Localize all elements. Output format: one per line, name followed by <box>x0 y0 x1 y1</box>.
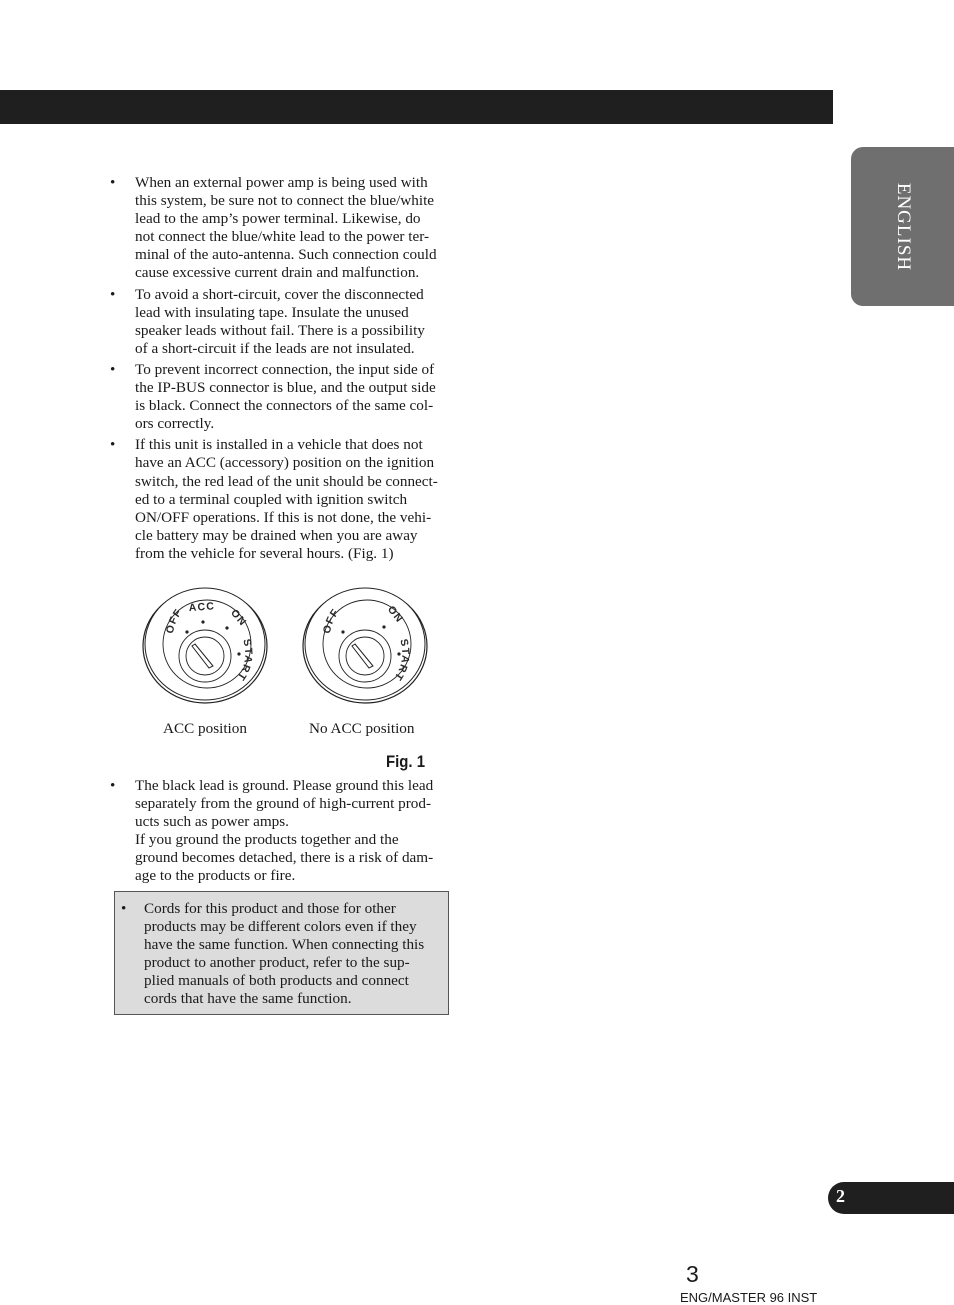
ring-label-start: START <box>234 637 255 684</box>
text-line: ON/OFF operations. If this is not done, the vehi- <box>135 508 432 526</box>
section-page-number: 2 <box>836 1186 845 1206</box>
section-page-tab <box>828 1182 954 1214</box>
text-line: is black. Connect the connectors of the same col- <box>135 397 434 415</box>
text-line: from the vehicle for several hours. (Fig. 1) <box>135 544 394 562</box>
text-line: not connect the blue/white lead to the power ter- <box>135 228 430 246</box>
bullet-item <box>110 436 460 563</box>
text-line: switch, the red lead of the unit should be connect- <box>135 472 438 490</box>
bullet-dot: • <box>121 900 127 917</box>
text-line: cords that have the same function. <box>144 990 352 1008</box>
bullet-item <box>110 361 460 433</box>
text-line: ground becomes detached, there is a risk of dam- <box>135 849 434 867</box>
no-acc-switch <box>303 588 427 703</box>
text-line: ed to a terminal coupled with ignition switch <box>135 490 408 508</box>
main-text-column <box>110 174 460 566</box>
text-line: this system, be sure not to connect the blue/white <box>135 192 435 210</box>
position-marker-dot <box>185 630 188 633</box>
ring-label-on: ON <box>384 603 406 626</box>
text-line: minal of the auto-antenna. Such connection could <box>135 246 437 264</box>
text-line: product to another product, refer to the sup- <box>144 954 410 972</box>
acc-position-caption: ACC position <box>163 720 247 737</box>
text-line: have the same function. When connecting this <box>144 936 425 954</box>
bullet-dot: • <box>110 285 116 303</box>
bullet-dot: • <box>110 360 116 378</box>
no-acc-position-caption: No ACC position <box>309 720 415 737</box>
bullet-item <box>110 286 460 358</box>
position-marker-dot <box>237 652 240 655</box>
text-line: age to the products or fire. <box>135 867 296 885</box>
ignition-switch-illustration <box>135 576 435 736</box>
text-line: of a short-circuit if the leads are not insulated. <box>135 339 415 357</box>
ring-label-start: START <box>391 637 412 684</box>
header-bar <box>0 90 833 124</box>
note-box <box>114 891 449 1015</box>
text-line: separately from the ground of high-current prod- <box>135 795 432 813</box>
text-line: When an external power amp is being used with <box>135 174 428 191</box>
page-number: 3 <box>686 1261 699 1287</box>
ring-label-off: OFF <box>320 606 342 635</box>
ring-label-off: OFF <box>163 606 185 635</box>
ring-label-acc: ACC <box>188 600 216 615</box>
text-line: To avoid a short-circuit, cover the disconnected <box>135 285 424 303</box>
footer-code: ENG/MASTER 96 INST <box>680 1290 818 1305</box>
text-line: If you ground the products together and the <box>135 831 399 849</box>
text-line: To prevent incorrect connection, the input side of <box>135 360 435 378</box>
text-line: ucts such as power amps. <box>135 813 289 831</box>
position-marker-dot <box>341 630 344 633</box>
acc-switch <box>143 588 267 703</box>
bullet-dot: • <box>110 174 116 191</box>
text-line: have an ACC (accessory) position on the ignition <box>135 454 435 472</box>
ground-bullet <box>110 777 460 889</box>
ignition-figure <box>135 576 435 776</box>
language-tab-label: ENGLISH <box>892 182 914 271</box>
text-line: The black lead is ground. Please ground this lead <box>135 777 434 794</box>
text-line: If this unit is installed in a vehicle that does not <box>135 436 423 454</box>
bullet-dot: • <box>110 777 116 794</box>
text-line: products may be different colors even if they <box>144 918 417 936</box>
bullet-item <box>110 174 460 283</box>
text-line: cle battery may be drained when you are away <box>135 526 418 544</box>
position-marker-dot <box>382 625 385 628</box>
text-line: the IP-BUS connector is blue, and the output side <box>135 379 436 397</box>
position-marker-dot <box>225 626 228 629</box>
text-line: lead to the amp’s power terminal. Likewise, do <box>135 210 421 228</box>
text-line: cause excessive current drain and malfunction. <box>135 264 420 282</box>
text-line: speaker leads without fail. There is a possibility <box>135 321 425 339</box>
ring-label-on: ON <box>228 607 249 629</box>
bullet-item <box>119 900 442 1009</box>
bullet-dot: • <box>110 436 116 454</box>
text-line: ors correctly. <box>135 415 215 433</box>
figure-label: Fig. 1 <box>386 752 426 771</box>
bullet-item <box>110 777 460 886</box>
language-tab <box>851 147 954 306</box>
text-line: Cords for this product and those for other <box>144 900 396 917</box>
position-marker-dot <box>201 620 204 623</box>
text-line: lead with insulating tape. Insulate the unused <box>135 303 409 321</box>
text-line: plied manuals of both products and connect <box>144 972 409 990</box>
